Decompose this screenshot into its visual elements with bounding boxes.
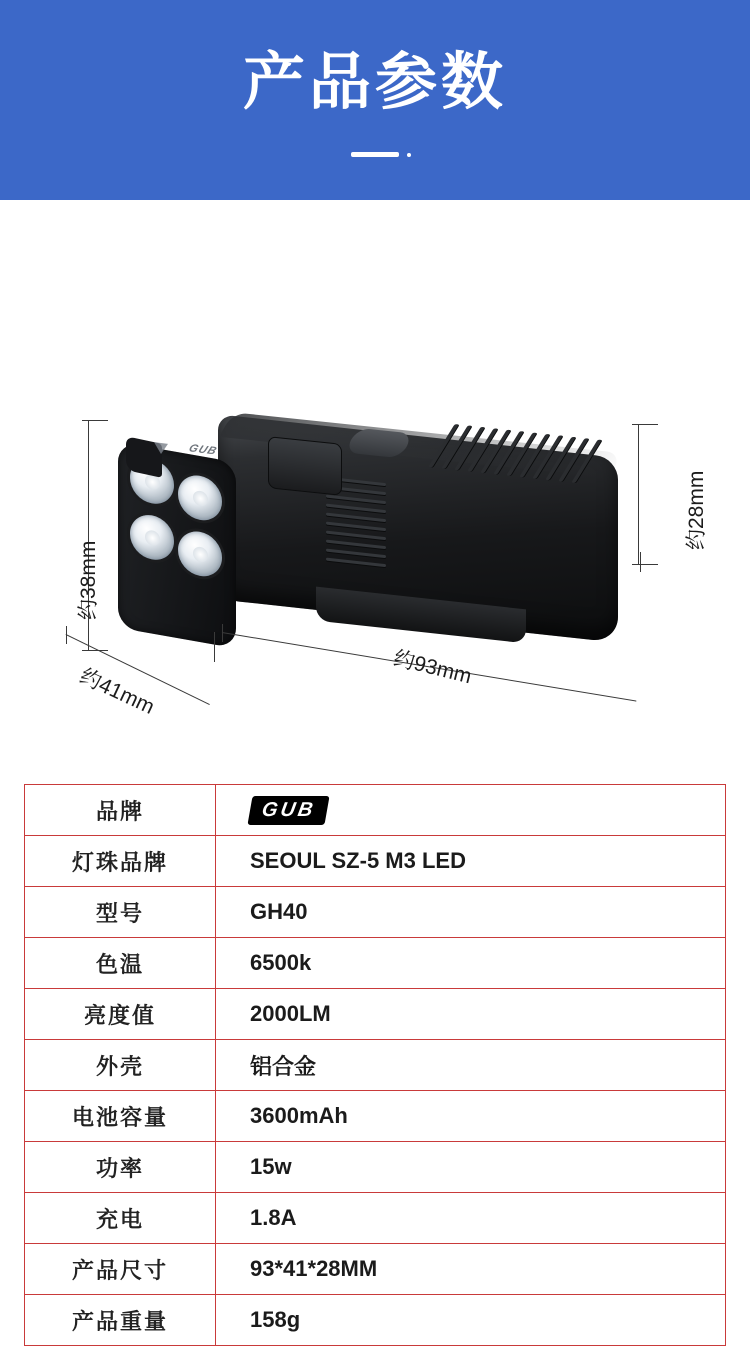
spec-value: 铝合金: [216, 1040, 726, 1091]
spec-key: 色温: [25, 938, 216, 989]
spec-value: 3600mAh: [216, 1091, 726, 1142]
brand-text-on-body: GUB: [186, 442, 220, 458]
page-title: 产品参数: [242, 48, 507, 117]
spec-value: 158g: [216, 1295, 726, 1346]
gub-brand-logo: GUB: [247, 796, 330, 825]
led-lens-2: [178, 472, 222, 524]
led-array: [128, 453, 228, 639]
table-row: [25, 1142, 726, 1193]
dim-tick-front-bottom: [82, 650, 108, 651]
dim-tick-length-start: [222, 624, 223, 642]
spec-key: 产品重量: [25, 1295, 216, 1346]
led-lens-4: [178, 528, 222, 580]
spec-key: 电池容量: [25, 1091, 216, 1142]
spec-key: 型号: [25, 887, 216, 938]
table-row: [25, 1295, 726, 1346]
title-underline-dot: [407, 153, 411, 157]
dim-tick-width-start: [66, 626, 67, 644]
spec-value: 93*41*28MM: [216, 1244, 726, 1295]
spec-value: [216, 785, 726, 836]
table-row: [25, 1091, 726, 1142]
dim-tick-length-end: [640, 552, 641, 572]
usb-port-cover: [268, 436, 342, 496]
spec-key: 产品尺寸: [25, 1244, 216, 1295]
spec-key: 亮度值: [25, 989, 216, 1040]
spec-value: 1.8A: [216, 1193, 726, 1244]
specification-table: [24, 784, 726, 1346]
spec-key: 品牌: [25, 785, 216, 836]
dim-tick-front-top: [82, 420, 108, 421]
spec-value: 2000LM: [216, 989, 726, 1040]
dim-label-front-height: 约38mm: [77, 540, 100, 620]
led-lens-3: [130, 512, 174, 564]
bike-light-product-image: [108, 428, 618, 673]
product-dimension-illustration: [0, 200, 750, 780]
table-row: [25, 1193, 726, 1244]
dim-tick-rear-bottom: [632, 564, 658, 565]
spec-value: GH40: [216, 887, 726, 938]
dim-line-rear-height: [638, 424, 639, 564]
spec-key: 灯珠品牌: [25, 836, 216, 887]
table-row: [25, 1244, 726, 1295]
dim-label-rear-height: 约28mm: [685, 470, 708, 550]
specification-table-wrapper: [24, 784, 726, 1346]
dim-tick-width-end: [214, 632, 215, 662]
table-row: [25, 887, 726, 938]
dim-label-length: 约93mm: [391, 646, 474, 689]
table-row: [25, 836, 726, 887]
dim-tick-rear-top: [632, 424, 658, 425]
table-row: [25, 785, 726, 836]
spec-value: 6500k: [216, 938, 726, 989]
spec-value: 15w: [216, 1142, 726, 1193]
title-underline-divider: [351, 152, 399, 157]
table-row: [25, 989, 726, 1040]
brand-triangle-icon: [154, 442, 168, 455]
table-row: [25, 1040, 726, 1091]
dim-label-width: 约41mm: [76, 664, 158, 719]
spec-value: SEOUL SZ-5 M3 LED: [216, 836, 726, 887]
spec-key: 功率: [25, 1142, 216, 1193]
table-row: [25, 938, 726, 989]
page-header-banner: [0, 0, 750, 200]
spec-key: 充电: [25, 1193, 216, 1244]
spec-key: 外壳: [25, 1040, 216, 1091]
